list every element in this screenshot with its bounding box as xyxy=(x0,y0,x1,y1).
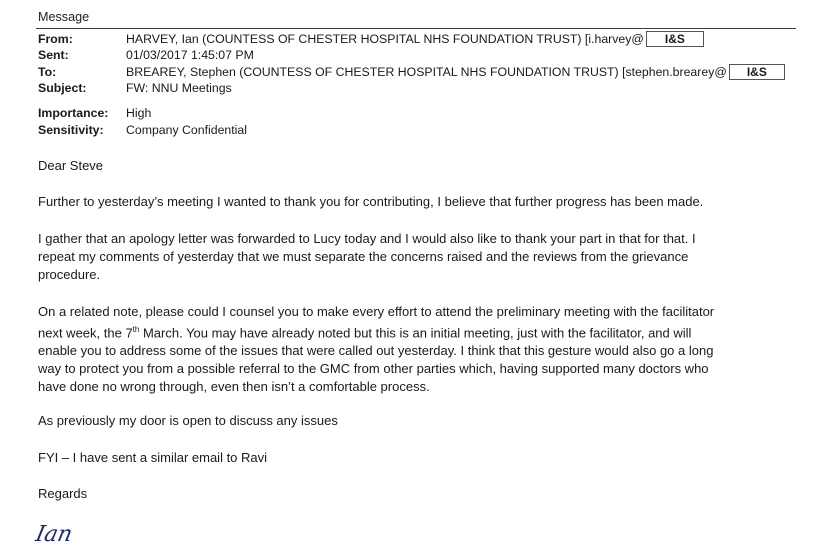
paragraph-3-line-2 xyxy=(38,321,798,342)
paragraph-3-line-3: enable you to address some of the issues that were called out yesterday. I think that this gesture would also go a long xyxy=(38,343,714,359)
closing: Regards xyxy=(38,486,88,501)
greeting: Dear Steve xyxy=(38,158,104,173)
paragraph-2-line-3: procedure. xyxy=(38,267,101,282)
from-label: From: xyxy=(38,32,73,46)
from-redaction-box: I&S xyxy=(646,31,704,47)
from-value: HARVEY, Ian (COUNTESS OF CHESTER HOSPITAL NHS FOUNDATION TRUST) [i.harvey@ xyxy=(126,32,644,46)
paragraph-3-line-2-start: next week, the 7 xyxy=(38,325,133,341)
to-label: To: xyxy=(38,65,57,79)
sensitivity-row xyxy=(38,122,247,138)
ordinal-suffix: th xyxy=(132,325,140,334)
paragraph-3-line-2-end: March. You may have already noted but this is an initial meeting, just with the facilitator, and will xyxy=(139,325,692,341)
sensitivity-label: Sensitivity: xyxy=(38,123,104,137)
to-redaction-box: I&S xyxy=(729,64,785,80)
paragraph-2 xyxy=(38,230,798,284)
paragraph-3 xyxy=(38,303,798,396)
paragraph-5: FYI – I have sent a similar email to Ravi xyxy=(38,450,268,465)
paragraph-4: As previously my door is open to discuss any issues xyxy=(38,413,338,428)
importance-value: High xyxy=(126,106,152,120)
message-title: Message xyxy=(38,10,90,24)
paragraph-2-line-2: repeat my comments of yesterday that we must separate the concerns raised and the reviews from the grievance xyxy=(38,249,689,264)
paragraph-1: Further to yesterday’s meeting I wanted to thank you for contributing, I believe that further progress has been made. xyxy=(38,194,704,209)
sensitivity-value: Company Confidential xyxy=(126,123,247,137)
from-row xyxy=(38,31,704,47)
handwritten-signature: Ian xyxy=(33,522,75,547)
subject-label: Subject: xyxy=(38,81,87,95)
importance-label: Importance: xyxy=(38,106,109,120)
paragraph-3-line-5: have done no wrong through, even then isn’t a comfortable process. xyxy=(38,379,430,395)
paragraph-2-line-1: I gather that an apology letter was forwarded to Lucy today and I would also like to thank your part in that for that. I xyxy=(38,231,696,246)
sent-value: 01/03/2017 1:45:07 PM xyxy=(126,48,254,62)
subject-row xyxy=(38,80,232,96)
to-row xyxy=(38,64,785,80)
to-value: BREAREY, Stephen (COUNTESS OF CHESTER HOSPITAL NHS FOUNDATION TRUST) [stephen.brearey@ xyxy=(126,65,727,79)
importance-row xyxy=(38,105,151,121)
sent-label: Sent: xyxy=(38,48,69,62)
paragraph-3-line-4: way to protect you from a possible referral to the GMC from other parties which, having supported many doctors who xyxy=(38,361,709,377)
paragraph-3-line-1: On a related note, please could I counsel you to make every effort to attend the preliminary meeting with the facilitator xyxy=(38,304,715,319)
subject-value: FW: NNU Meetings xyxy=(126,81,232,95)
sent-row xyxy=(38,47,254,63)
header-divider xyxy=(36,28,796,29)
